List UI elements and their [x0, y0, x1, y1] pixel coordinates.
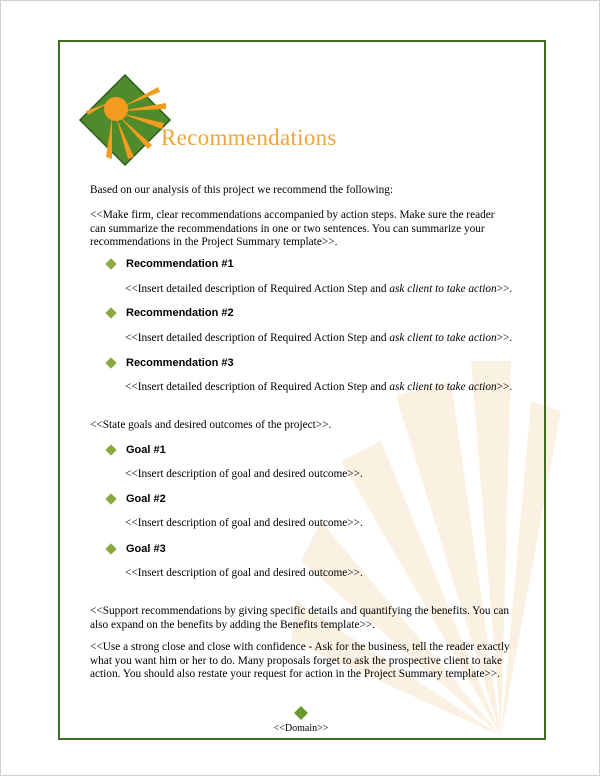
diamond-bullet-icon — [105, 258, 116, 269]
goal-heading-2 — [107, 493, 166, 505]
recommendation-heading-1 — [107, 258, 234, 270]
diamond-bullet-icon — [105, 357, 116, 368]
recommendation-description-3: <<Insert detailed description of Required Action Step and ask client to take action>>. — [125, 381, 513, 393]
goal-label: Goal #3 — [126, 543, 166, 555]
footer-domain: <<Domain>> — [273, 723, 329, 734]
intro-text: Based on our analysis of this project we recommend the following: — [90, 184, 394, 196]
goals-intro-text: <<State goals and desired outcomes of the project>>. — [90, 419, 332, 431]
diamond-bullet-icon — [105, 493, 116, 504]
recommendation-description-2: <<Insert detailed description of Required Action Step and ask client to take action>>. — [125, 332, 513, 344]
recommendation-label: Recommendation #1 — [126, 258, 234, 270]
diamond-bullet-icon — [105, 444, 116, 455]
recommendation-label: Recommendation #2 — [126, 307, 234, 319]
goal-description-2: <<Insert description of goal and desired outcome>>. — [125, 517, 363, 529]
goal-heading-1 — [107, 444, 166, 456]
goal-label: Goal #1 — [126, 444, 166, 456]
recommendations-paragraph: <<Make firm, clear recommendations accompanied by action steps. Make sure the reader can summarize the recommendations in one or two sentences. You can summarize your recommendations in the Project Summary template>>. — [90, 209, 495, 248]
recommendation-heading-3 — [107, 357, 234, 369]
recommendation-heading-2 — [107, 307, 234, 319]
goal-heading-3 — [107, 543, 166, 555]
diamond-bullet-icon — [105, 543, 116, 554]
recommendation-description-1: <<Insert detailed description of Required Action Step and ask client to take action>>. — [125, 283, 513, 295]
goal-label: Goal #2 — [126, 493, 166, 505]
support-paragraph: <<Support recommendations by giving specific details and quantifying the benefits. You can also expand on the benefits by adding the Benefits template>>. — [90, 605, 510, 631]
footer-diamond-icon — [294, 706, 308, 720]
goal-description-1: <<Insert description of goal and desired outcome>>. — [125, 468, 363, 480]
diamond-bullet-icon — [105, 307, 116, 318]
recommendation-label: Recommendation #3 — [126, 357, 234, 369]
goal-description-3: <<Insert description of goal and desired outcome>>. — [125, 567, 363, 579]
sun-logo-icon — [78, 73, 172, 167]
closing-paragraph: <<Use a strong close and close with confidence - Ask for the business, tell the reader exactly what you want him or her to do. Many proposals forget to ask the prospective client to take action. You should also restate your request for action in the Project Summary template>>. — [90, 641, 510, 680]
page-title: Recommendations — [161, 125, 337, 150]
